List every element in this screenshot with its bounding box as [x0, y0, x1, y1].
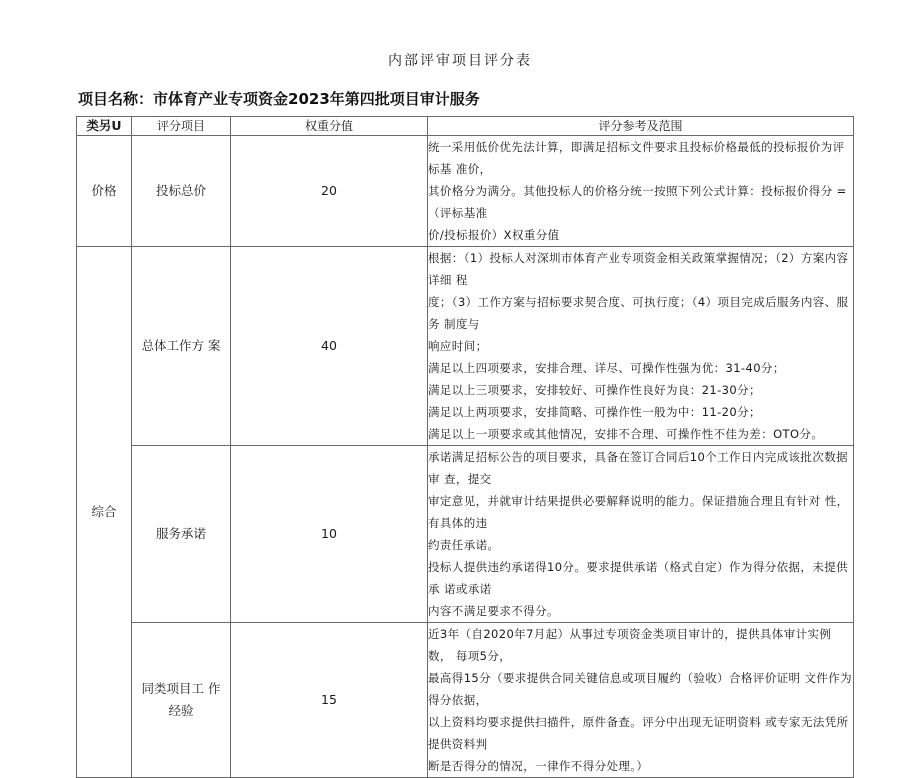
criteria-service-commitment [428, 446, 854, 623]
criteria-line: 断是否得分的情况，一律作不得分处理。） [428, 759, 649, 773]
category-price: 价格 [77, 136, 132, 247]
criteria-line: 以上资料均要求提供扫描件，原件备查。评分中出现无证明资料 或专家无法凭所提供资料判 [428, 715, 849, 751]
criteria-similar-experience [428, 623, 854, 778]
item-service-commitment: 服务承诺 [132, 446, 231, 623]
criteria-line: 近3年（自2020年7月起）从事过专项资金类项目审计的，提供具体审计实例数， 每项5分， [428, 627, 832, 663]
item-price: 投标总价 [132, 136, 231, 247]
table-row-overall-plan [77, 247, 854, 446]
criteria-line: 投标人提供违约承诺得10分。要求提供承诺（格式自定）作为得分依据，未提供承 诺或承诺 [428, 560, 849, 596]
table-row-service-commitment [77, 446, 854, 623]
criteria-line: 满足以上一项要求或其他情况，安排不合理、可操作性不佳为差：OTO分。 [428, 427, 824, 441]
criteria-line: 最高得15分（要求提供合同关键信息或项目履约（验收）合格评价证明 文件作为得分依据， [428, 671, 853, 707]
criteria-line: 审定意见，并就审计结果提供必要解释说明的能力。保证措施合理且有针对 性，有具体的违 [428, 494, 849, 530]
table-row-price [77, 136, 854, 247]
header-weight: 权重分值 [231, 117, 428, 136]
header-criteria: 评分参考及范围 [428, 117, 854, 136]
table-row-similar-experience [77, 623, 854, 778]
header-row [77, 117, 854, 136]
item-similar-experience [132, 623, 231, 778]
criteria-line: 满足以上三项要求，安排较好、可操作性良好为良：21-30分； [428, 383, 761, 397]
document-title: 内部评审项目评分表 [388, 53, 532, 69]
criteria-line: 统一采用低价优先法计算，即满足招标文件要求且投标价格最低的投标报价为评标基 准价， [428, 140, 845, 176]
criteria-line: 承诺满足招标公告的项目要求，具备在签订合同后10个工作日内完成该批次数据审 查，提交 [428, 450, 849, 486]
project-label: 项目名称： [78, 90, 154, 108]
criteria-line: 满足以上两项要求，安排简略、可操作性一般为中：11-20分； [428, 405, 761, 419]
criteria-price [428, 136, 854, 247]
category-comprehensive: 综合 [77, 247, 132, 778]
item-line: 经验 [168, 703, 194, 718]
criteria-line: 内容不满足要求不得分。 [428, 604, 559, 618]
criteria-line: 其价格分为满分。其他投标人的价格分统一按照下列公式计算：投标报价得分 =（评标基准 [428, 184, 847, 220]
header-item: 评分项目 [132, 117, 231, 136]
criteria-line: 根据：（1）投标人对深圳市体育产业专项资金相关政策掌握情况；（2）方案内容详细 程 [428, 251, 849, 287]
weight-service-commitment: 10 [231, 446, 428, 623]
criteria-line: 度；（3）工作方案与招标要求契合度、可执行度；（4）项目完成后服务内容、服务 制度与 [428, 295, 849, 331]
weight-similar-experience: 15 [231, 623, 428, 778]
header-category: 类另U [77, 117, 132, 136]
criteria-line: 响应时间； [428, 339, 488, 353]
criteria-line: 满足以上四项要求，安排合理、详尽、可操作性强为优：31-40分； [428, 361, 785, 375]
weight-overall-plan: 40 [231, 247, 428, 446]
scoring-table [76, 116, 854, 778]
weight-price: 20 [231, 136, 428, 247]
criteria-line: 价/投标报价）X权重分值 [428, 228, 560, 242]
project-name: 市体育产业专项资金2023年第四批项目审计服务 [153, 90, 480, 108]
project-name-line [78, 88, 480, 109]
criteria-line: 约责任承诺。 [428, 538, 500, 552]
item-overall-plan: 总体工作方 案 [132, 247, 231, 446]
criteria-overall-plan [428, 247, 854, 446]
item-line: 同类项目工 作 [141, 681, 221, 696]
